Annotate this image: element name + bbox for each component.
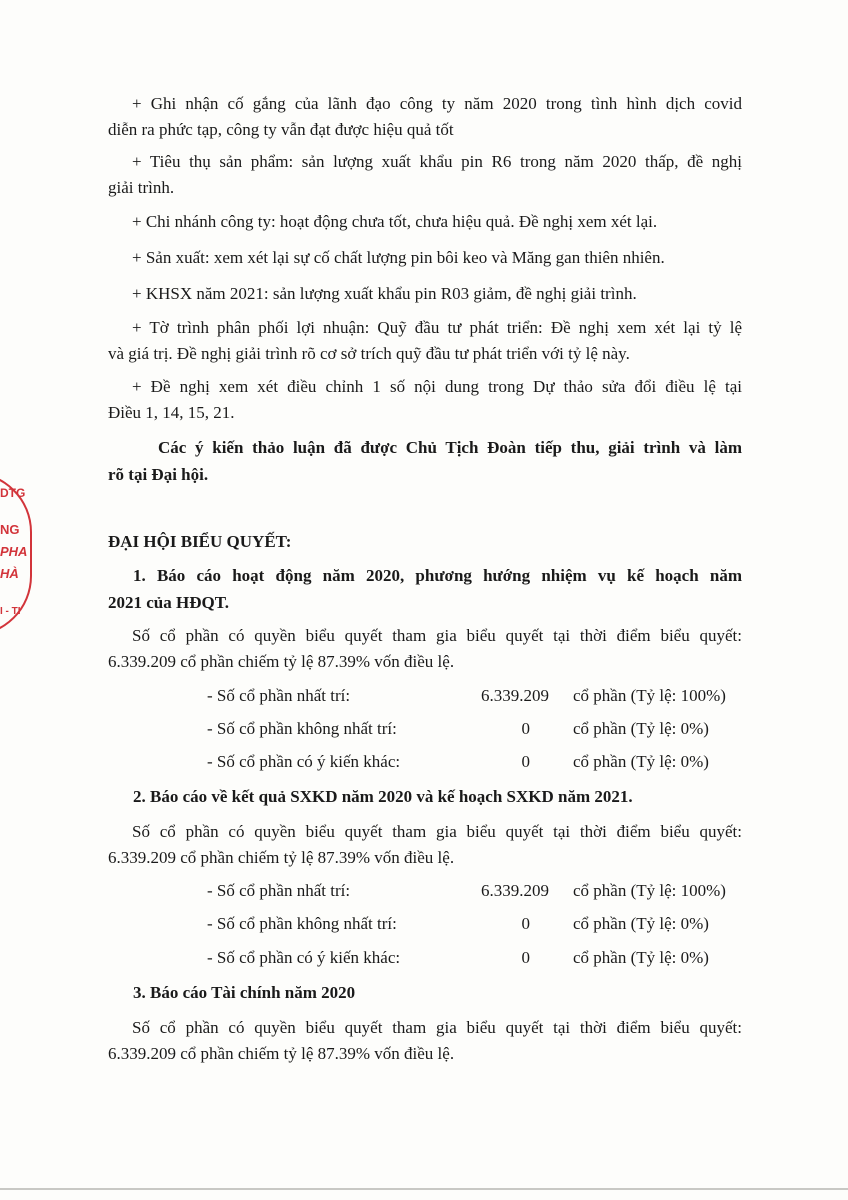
item-1-row-other-unit: cổ phần (Tỷ lệ: 0%) <box>573 752 709 771</box>
seal-fragment-2: NG <box>0 522 20 537</box>
item-3-intro-line-2: 6.339.209 cổ phần chiếm tỷ lệ 87.39% vốn điều lệ. <box>108 1044 455 1063</box>
comment-4: + Sản xuất: xem xét lại sự cố chất lượng pin bôi keo và Măng gan thiên nhiên. <box>132 248 665 267</box>
item-3-intro-line-1: Số cổ phần có quyền biểu quyết tham gia biểu quyết tại thời điểm biểu quyết: <box>132 1018 742 1037</box>
item-2-row-agree-unit: cổ phần (Tỷ lệ: 100%) <box>573 881 726 900</box>
item-1-row-agree-unit: cổ phần (Tỷ lệ: 100%) <box>573 686 726 705</box>
item-2-row-agree-value: 6.339.209 <box>481 881 549 900</box>
seal-fragment-4: HÀ <box>0 566 19 581</box>
item-2-row-disagree-label: - Số cổ phần không nhất trí: <box>207 914 397 933</box>
item-1-intro-line-1: Số cổ phần có quyền biểu quyết tham gia biểu quyết tại thời điểm biểu quyết: <box>132 626 742 645</box>
item-1-title-line-1: 1. Báo cáo hoạt động năm 2020, phương hướng nhiệm vụ kế hoạch năm <box>133 566 742 585</box>
item-1-row-disagree-unit: cổ phần (Tỷ lệ: 0%) <box>573 719 709 738</box>
item-2-row-other-unit: cổ phần (Tỷ lệ: 0%) <box>573 948 709 967</box>
seal-fragment-1: DTG <box>0 486 26 500</box>
item-1-row-agree-label: - Số cổ phần nhất trí: <box>207 686 351 705</box>
item-2-intro-line-2: 6.339.209 cổ phần chiếm tỷ lệ 87.39% vốn điều lệ. <box>108 848 455 867</box>
item-2-row-disagree-value: 0 <box>521 914 530 933</box>
item-1-row-other-label: - Số cổ phần có ý kiến khác: <box>207 752 401 771</box>
item-2-row-other-value: 0 <box>521 948 530 967</box>
item-3-title: 3. Báo cáo Tài chính năm 2020 <box>133 983 356 1002</box>
comment-6-line-2: và giá trị. Đề nghị giải trình rõ cơ sở trích quỹ đầu tư phát triển với tỷ lệ này. <box>108 344 630 363</box>
comment-6-line-1: + Tờ trình phân phối lợi nhuận: Quỹ đầu tư phát triển: Đề nghị xem xét lại tỷ lệ <box>132 318 742 337</box>
comment-2-line-1: + Tiêu thụ sản phẩm: sản lượng xuất khẩu pin R6 trong năm 2020 thấp, đề nghị <box>132 152 742 171</box>
item-2-row-other-label: - Số cổ phần có ý kiến khác: <box>207 948 401 967</box>
comment-7-line-2: Điều 1, 14, 15, 21. <box>108 403 235 422</box>
seal-fragment-3: PHA <box>0 544 28 559</box>
conclusion-line-2: rõ tại Đại hội. <box>108 465 209 484</box>
vote-heading: ĐẠI HỘI BIỂU QUYẾT: <box>108 532 292 551</box>
comment-2-line-2: giải trình. <box>108 178 175 197</box>
conclusion-line-1: Các ý kiến thảo luận đã được Chủ Tịch Đoàn tiếp thu, giải trình và làm <box>158 438 742 457</box>
item-2-title: 2. Báo cáo về kết quả SXKD năm 2020 và kế hoạch SXKD năm 2021. <box>133 787 633 806</box>
item-1-row-disagree-label: - Số cổ phần không nhất trí: <box>207 719 397 738</box>
item-2-row-agree-label: - Số cổ phần nhất trí: <box>207 881 351 900</box>
comment-5: + KHSX năm 2021: sản lượng xuất khẩu pin R03 giảm, đề nghị giải trình. <box>132 284 637 303</box>
comment-7-line-1: + Đề nghị xem xét điều chỉnh 1 số nội dung trong Dự thảo sửa đổi điều lệ tại <box>132 377 742 396</box>
item-1-row-disagree-value: 0 <box>521 719 530 738</box>
item-2-intro-line-1: Số cổ phần có quyền biểu quyết tham gia biểu quyết tại thời điểm biểu quyết: <box>132 822 742 841</box>
red-seal-stamp <box>0 472 40 632</box>
item-1-intro-line-2: 6.339.209 cổ phần chiếm tỷ lệ 87.39% vốn điều lệ. <box>108 652 455 671</box>
comment-3: + Chi nhánh công ty: hoạt động chưa tốt, chưa hiệu quả. Đề nghị xem xét lại. <box>132 212 658 231</box>
item-2-row-disagree-unit: cổ phần (Tỷ lệ: 0%) <box>573 914 709 933</box>
comment-1-line-1: + Ghi nhận cố gắng của lãnh đạo công ty năm 2020 trong tình hình dịch covid <box>132 94 742 113</box>
comment-1-line-2: diễn ra phức tạp, công ty vẫn đạt được hiệu quả tốt <box>108 120 454 139</box>
item-1-title-line-2: 2021 của HĐQT. <box>108 593 230 612</box>
page-bottom-edge <box>0 1188 848 1190</box>
item-1-row-agree-value: 6.339.209 <box>481 686 549 705</box>
item-1-row-other-value: 0 <box>521 752 530 771</box>
seal-fragment-5: I - TI <box>0 606 21 617</box>
